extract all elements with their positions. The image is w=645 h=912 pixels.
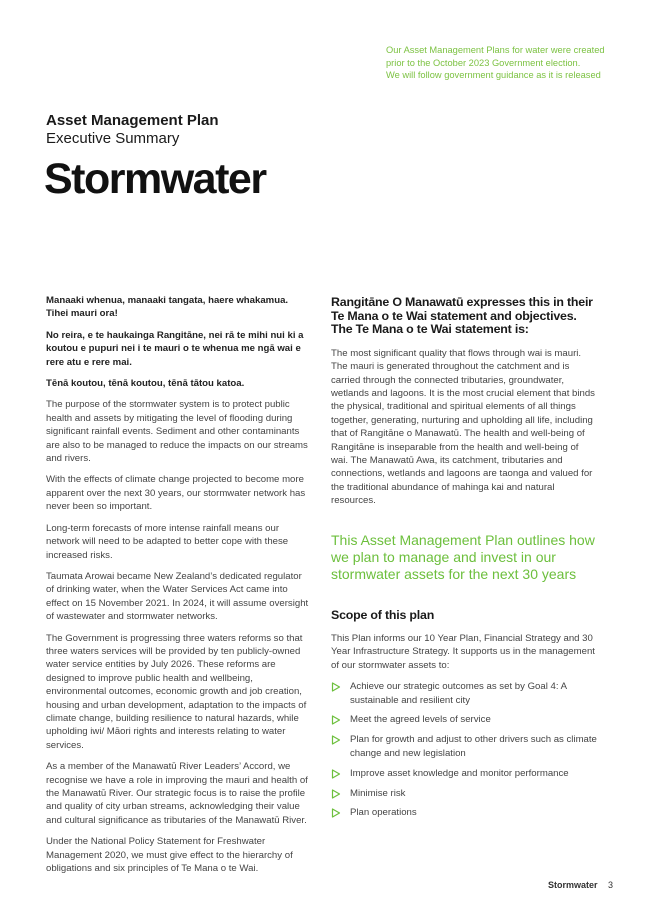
- left-column: [46, 294, 311, 883]
- page-footer: [548, 880, 613, 890]
- notice-line: Our Asset Management Plans for water were created: [386, 45, 605, 55]
- chevron-right-icon: [331, 682, 341, 692]
- body-paragraph: With the effects of climate change projected to become more apparent over the next 30 years, our stormwater network has never been so important.: [46, 474, 306, 513]
- document-title: Asset Management Plan: [46, 112, 219, 129]
- chevron-right-icon: [331, 808, 341, 818]
- document-subtitle: Executive Summary: [46, 130, 180, 147]
- page-title: Stormwater: [44, 155, 266, 203]
- list-item-text: Plan for growth and adjust to other drivers such as climate change and new legislation: [350, 734, 597, 759]
- list-item: [331, 767, 597, 780]
- chevron-right-icon: [331, 789, 341, 799]
- body-paragraph: Under the National Policy Statement for Freshwater Management 2020, we must give effect to the hierarchy of obligations and six principles of Te Mana o te Wai.: [46, 836, 293, 875]
- list-item-text: Improve asset knowledge and monitor performance: [350, 767, 569, 779]
- chevron-right-icon: [331, 769, 341, 779]
- greeting-paragraph: Tēnā koutou, tēnā koutou, tēnā tātou katoa.: [46, 378, 245, 390]
- list-item-text: Minimise risk: [350, 787, 406, 799]
- right-column: [331, 296, 597, 826]
- page-header: [46, 112, 266, 204]
- notice-line: prior to the October 2023 Government election.: [386, 57, 581, 68]
- footer-title: Stormwater: [547, 880, 598, 890]
- greeting-paragraph: No reira, e te haukainga Rangitāne, nei rā te mihi nui ki a koutou e pupuri nei i te mauri o te whenua me ngā wai e rere atu e rere mai.: [46, 329, 304, 368]
- page-number: 3: [607, 880, 613, 890]
- statement-paragraph: The most significant quality that flows through wai is mauri. The mauri is generated throughout the catchment and is carried through the connected tributaries, groundwater, wetlands and lagoons. It is the most crucial element that binds the physical, traditional and spiritual elements of all things together, generating, nurturing and upholding all life, including that of Rangitāne o Manawatū. The health and well-being of Rangitāne is inseparable from the health and well-being of wai. The Manawatū Awa, its catchment, tributaries and connections, wetlands and lagoons are taonga and valued for the traditional abundance of mahinga kai and natural resources.: [331, 347, 595, 507]
- body-paragraph: As a member of the Manawatū River Leaders’ Accord, we recognise we have a role in improving the mauri and health of the Manawatū River. Our strategic focus is to raise the profile and quality of city urban streams, acknowledging their value and cultural significance as tributaries of the Manawatū River.: [46, 761, 308, 826]
- list-item-text: Achieve our strategic outcomes as set by Goal 4: A sustainable and resilient city: [350, 681, 567, 706]
- list-item: [331, 787, 597, 800]
- list-item: [331, 733, 597, 760]
- body-paragraph: Taumata Arowai became New Zealand’s dedicated regulator of drinking water, when the Water Services Act came into effect on 15 November 2021. In 2024, it will assume oversight of wastewater and stormwater networks.: [46, 570, 309, 623]
- greeting-paragraph: Manaaki whenua, manaaki tangata, haere whakamua. Tihei mauri ora!: [46, 295, 289, 320]
- list-item: [331, 713, 597, 726]
- statement-heading: Rangitāne O Manawatū expresses this in their Te Mana o te Wai statement and objectives. The Te Mana o te Wai statement is:: [331, 295, 593, 337]
- list-item: [331, 680, 597, 707]
- election-notice: [386, 44, 626, 82]
- callout-text: This Asset Management Plan outlines how we plan to manage and invest in our stormwater assets for the next 30 years: [331, 531, 595, 583]
- body-paragraph: The purpose of the stormwater system is to protect public health and assets by mitigating the level of flooding during significant rainfall events. Sediment and other contaminants are also to be managed to reduce the impacts on our streams and rivers.: [46, 399, 308, 465]
- list-item-text: Meet the agreed levels of service: [350, 714, 491, 726]
- scope-heading: Scope of this plan: [331, 607, 435, 622]
- body-paragraph: Long-term forecasts of more intense rainfall means our network will need to be adapted to better cope with these increased risks.: [46, 522, 289, 561]
- list-item: [331, 806, 597, 819]
- scope-list: [331, 680, 597, 820]
- body-paragraph: The Government is progressing three waters reforms so that three waters services will be provided by ten publicly-owned water service entities by July 2026. These reforms are designed to improve public health and wellbeing, environmental outcomes, economic growth and job creation, housing and urban development, adaptation to the impacts of climate change, building resilience to natural hazards, while upholding iwi/ Māori rights and interests relating to water services.: [46, 632, 307, 751]
- chevron-right-icon: [331, 715, 341, 725]
- scope-paragraph: This Plan informs our 10 Year Plan, Financial Strategy and 30 Year Infrastructure Strategy. It supports us in the management of our stormwater assets to:: [331, 632, 595, 671]
- list-item-text: Plan operations: [350, 807, 417, 819]
- chevron-right-icon: [331, 735, 341, 745]
- notice-line: We will follow government guidance as it is released: [386, 70, 601, 81]
